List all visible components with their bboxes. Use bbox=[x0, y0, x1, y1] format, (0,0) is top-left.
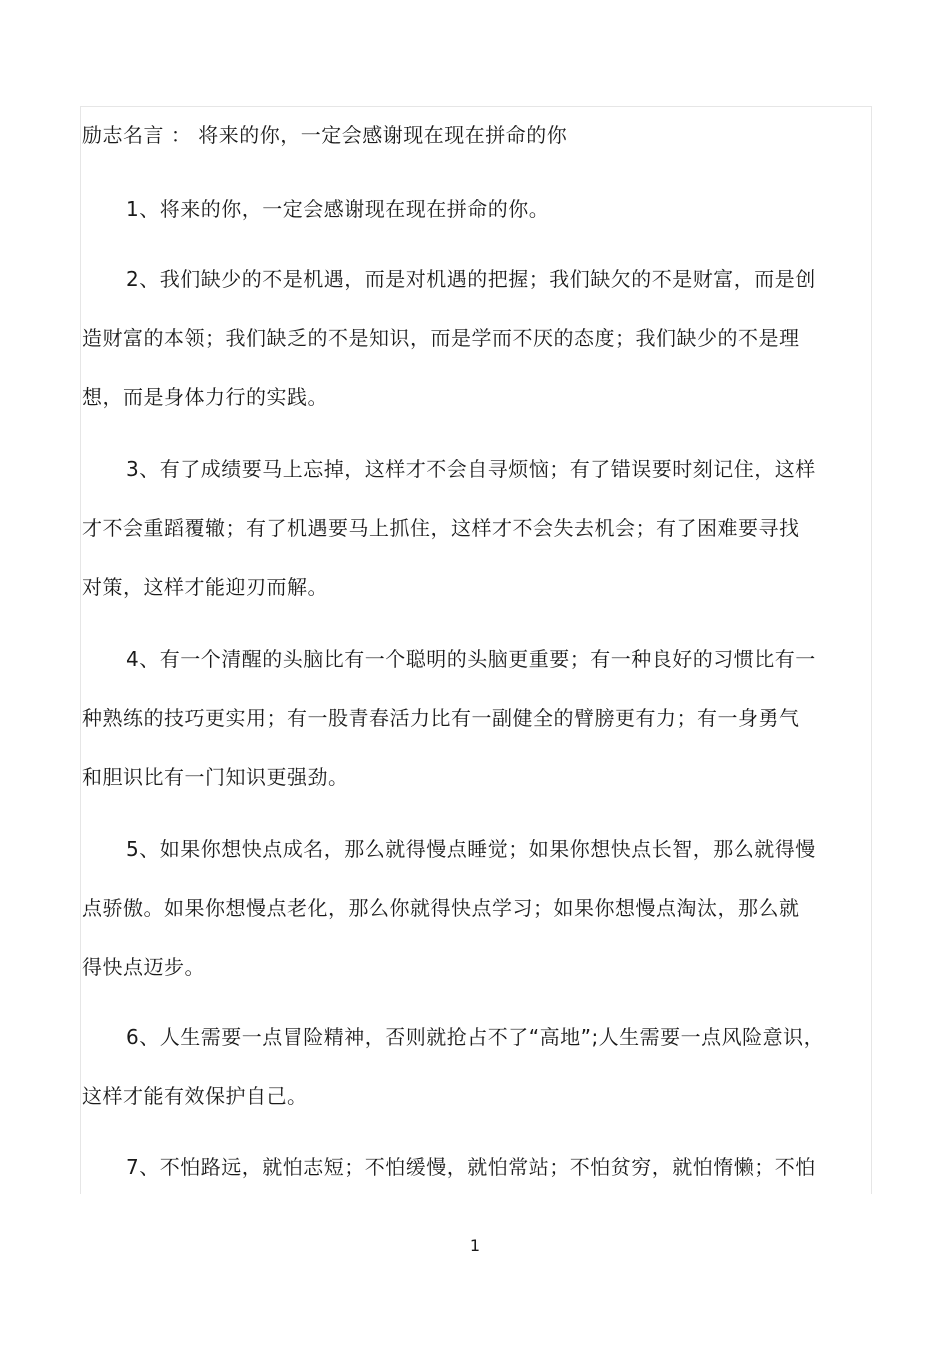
paragraph-1 bbox=[82, 180, 842, 239]
paragraph-line: 和胆识比有一门知识更强劲。 bbox=[82, 765, 349, 789]
paragraph-3 bbox=[82, 440, 842, 617]
paragraph-line: 这样才能有效保护自己。 bbox=[82, 1084, 308, 1108]
paragraph-line: 5、如果你想快点成名，那么就得慢点睡觉；如果你想快点长智，那么就得慢 bbox=[126, 837, 816, 861]
paragraph-line: 4、有一个清醒的头脑比有一个聪明的头脑更重要；有一种良好的习惯比有一 bbox=[126, 647, 816, 671]
paragraph-4 bbox=[82, 630, 842, 807]
paragraph-line: 想，而是身体力行的实践。 bbox=[82, 385, 328, 409]
paragraph-line: 6、人生需要一点冒险精神，否则就抢占不了“高地”;人生需要一点风险意识， bbox=[126, 1025, 825, 1049]
paragraph-line: 3、有了成绩要马上忘掉，这样才不会自寻烦恼；有了错误要时刻记住，这样 bbox=[126, 457, 816, 481]
paragraph-line: 7、不怕路远，就怕志短；不怕缓慢，就怕常站；不怕贫穷，就怕惰懒；不怕 bbox=[126, 1155, 816, 1179]
paragraph-line: 对策，这样才能迎刃而解。 bbox=[82, 575, 328, 599]
paragraph-line: 得快点迈步。 bbox=[82, 955, 205, 979]
paragraph-line: 才不会重蹈覆辙；有了机遇要马上抓住，这样才不会失去机会；有了困难要寻找 bbox=[82, 516, 800, 540]
paragraph-line: 1、将来的你，一定会感谢现在现在拼命的你。 bbox=[126, 197, 550, 221]
paragraph-line: 造财富的本领；我们缺乏的不是知识，而是学而不厌的态度；我们缺少的不是理 bbox=[82, 326, 800, 350]
paragraph-2 bbox=[82, 250, 842, 427]
paragraph-5 bbox=[82, 820, 842, 997]
paragraph-line: 种熟练的技巧更实用；有一股青春活力比有一副健全的臂膀更有力；有一身勇气 bbox=[82, 706, 800, 730]
paragraph-7 bbox=[82, 1138, 842, 1197]
page-number: 1 bbox=[469, 1236, 481, 1255]
paragraph-6 bbox=[82, 1008, 842, 1126]
paragraph-line: 点骄傲。如果你想慢点老化，那么你就得快点学习；如果你想慢点淘汰，那么就 bbox=[82, 896, 800, 920]
document-title: 励志名言 ： 将来的你，一定会感谢现在现在拼命的你 bbox=[82, 123, 568, 147]
paragraph-line: 2、我们缺少的不是机遇，而是对机遇的把握；我们缺欠的不是财富，而是创 bbox=[126, 267, 816, 291]
